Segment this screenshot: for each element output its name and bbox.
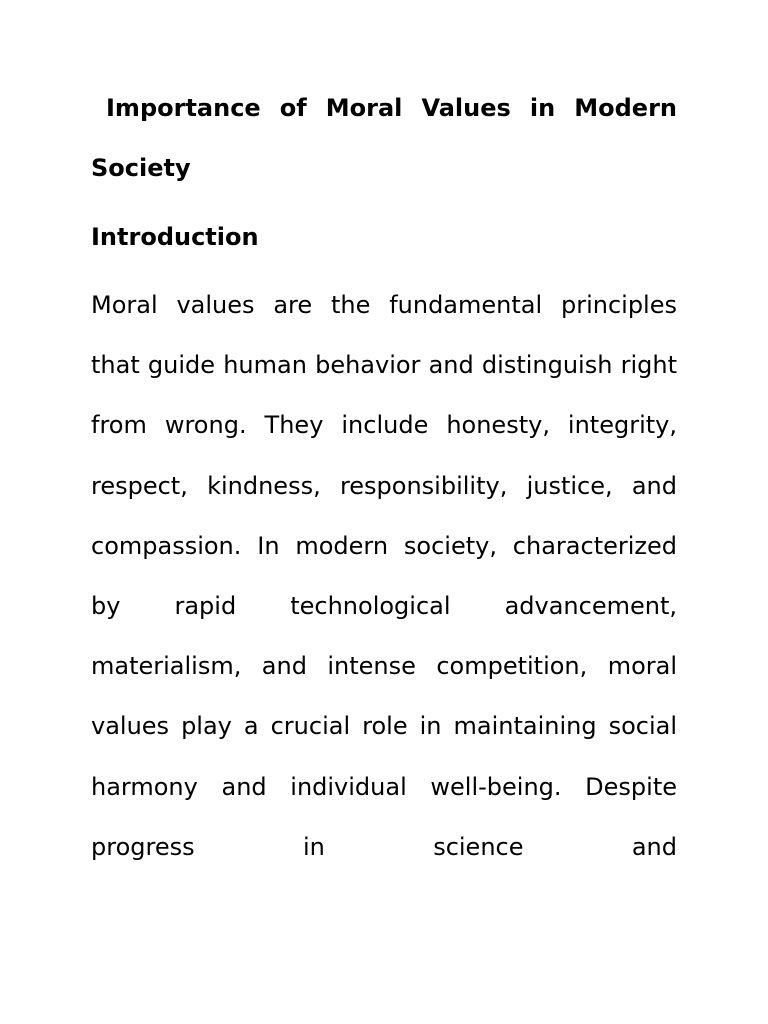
- document-title: Importance of Moral Values in Modern Society: [91, 94, 677, 182]
- section-heading: Introduction: [91, 223, 259, 251]
- body-paragraph: Moral values are the fundamental principles that guide human behavior and distinguish right from wrong. They include honesty, integrity, respect, kindness, responsibility, justice, and compassion. In modern society, characterized by rapid technological advancement, materialism, and intense competition, moral values play a crucial role in maintaining social harmony and individual well-being. Despite progress in science and: [91, 291, 677, 861]
